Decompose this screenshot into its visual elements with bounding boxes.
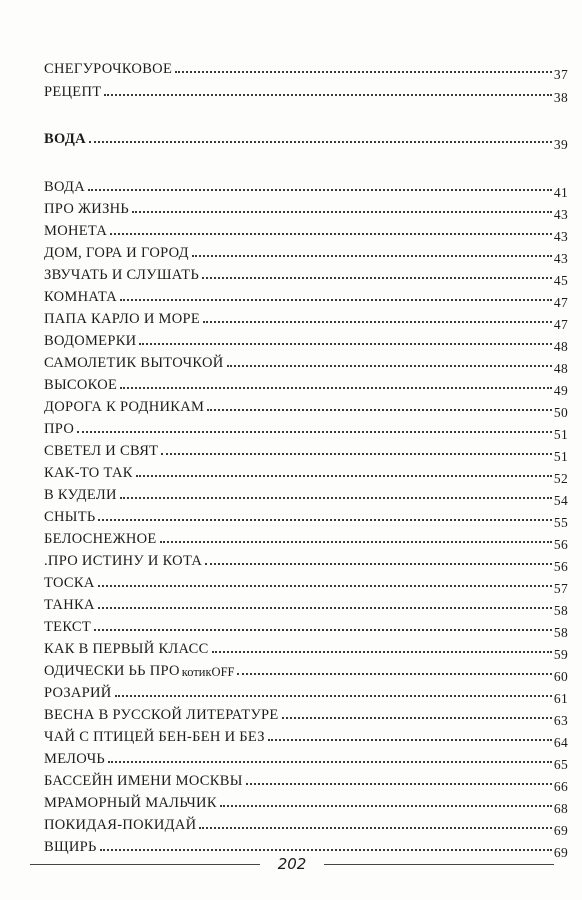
toc-dot-leader (246, 782, 552, 785)
toc-entry-title: ВОДА (44, 179, 85, 195)
toc-dot-leader (237, 672, 551, 675)
toc-dot-leader (115, 694, 552, 697)
toc-dot-leader (98, 518, 551, 521)
toc-dot-leader (205, 562, 552, 565)
toc-entry-page: 47 (553, 317, 568, 332)
toc-dot-leader (282, 716, 552, 719)
toc-entry (44, 240, 568, 266)
toc-entry (44, 438, 568, 464)
toc-entry-page: 65 (553, 757, 568, 772)
toc-entry-title: ТЕКСТ (44, 619, 92, 635)
toc-entry (44, 614, 568, 640)
toc-entry (44, 306, 568, 332)
toc-dot-leader (120, 386, 552, 389)
toc-entry-title: СНЫТЬ (44, 509, 96, 525)
toc-dot-leader (132, 210, 552, 213)
toc-entry-title: ДОМ, ГОРА И ГОРОД (44, 245, 189, 261)
toc-entry (44, 570, 568, 596)
toc-dot-leader (160, 540, 552, 543)
toc-entry (44, 680, 568, 706)
toc-entry (44, 790, 568, 816)
toc-entry-title: САМОЛЕТИК ВЫТОЧКОЙ (44, 355, 224, 371)
toc-entry-title: ВОДА (44, 131, 86, 147)
toc-entry (44, 746, 568, 772)
toc-entry-page: 61 (553, 691, 568, 706)
toc-entry-page: 48 (553, 361, 568, 376)
page-number: 202 (277, 855, 307, 873)
toc-entry-page: 47 (553, 295, 568, 310)
toc-entry-page: 45 (553, 273, 568, 288)
toc-entry-title: ТАНКА (44, 597, 95, 613)
toc-dot-leader (94, 628, 552, 631)
toc-entry-page: 58 (553, 625, 568, 640)
toc-entry-title: ЧАЙ С ПТИЦЕЙ БЕН-БЕН И БЕЗ (44, 729, 265, 745)
toc-section-entry (44, 126, 568, 152)
toc-entry-title: ПОКИДАЯ-ПОКИДАЙ (44, 817, 197, 833)
toc-entry-page: 69 (553, 823, 568, 838)
toc-dot-leader (199, 826, 552, 829)
toc-entry-page: 66 (553, 779, 568, 794)
toc-entry (44, 812, 568, 838)
toc-entry-title: ВОДОМЕРКИ (44, 333, 137, 349)
toc-entry-page: 55 (553, 515, 568, 530)
toc-entry (44, 548, 568, 574)
toc-dot-leader (98, 584, 552, 587)
toc-entry-title: МРАМОРНЫЙ МАЛЬЧИК (44, 795, 217, 811)
toc-dot-leader (98, 606, 552, 609)
toc-entry (44, 262, 568, 288)
toc-entry-page: 69 (553, 845, 568, 860)
toc-entry (44, 768, 568, 794)
toc-entry-page: 39 (553, 137, 568, 152)
page-footer (30, 852, 554, 876)
toc-entry-page: 41 (553, 185, 568, 200)
toc-dot-leader (139, 342, 551, 345)
toc-entry (44, 79, 568, 105)
toc-entry-title: ЗВУЧАТЬ И СЛУШАТЬ (44, 267, 200, 283)
toc-entry-title: КОМНАТА (44, 289, 118, 305)
toc-entry (44, 394, 568, 420)
toc-entry (44, 504, 568, 530)
toc-entry-title: СВЕТЕЛ И СВЯТ (44, 443, 159, 459)
toc-dot-leader (120, 298, 552, 301)
toc-dot-leader (104, 93, 552, 96)
toc-entry-title: .ПРО ИСТИНУ И КОТА (44, 553, 203, 569)
toc-entry (44, 724, 568, 750)
toc-entry-page: 64 (553, 735, 568, 750)
toc-dot-leader (220, 804, 552, 807)
toc-entry (44, 328, 568, 354)
toc-entry-page: 56 (553, 559, 568, 574)
toc-entry-page: 51 (553, 427, 568, 442)
toc-entry-title: ДОРОГА К РОДНИКАМ (44, 399, 205, 415)
toc-dot-leader (88, 188, 552, 191)
toc-entry-title: БАССЕЙН ИМЕНИ МОСКВЫ (44, 773, 243, 789)
toc-entry-page: 48 (553, 339, 568, 354)
toc-entry-page: 43 (553, 229, 568, 244)
toc-entry (44, 218, 568, 244)
toc-entry (44, 416, 568, 442)
toc-entry-page: 38 (553, 90, 568, 105)
toc-entry-page: 68 (553, 801, 568, 816)
toc-dot-leader (203, 320, 552, 323)
toc-entry-title: ПАПА КАРЛО И МОРЕ (44, 311, 201, 327)
footer-rule-left (30, 864, 260, 865)
toc-entry-page: 49 (553, 383, 568, 398)
toc-entry-page: 59 (553, 647, 568, 662)
toc-dot-leader (77, 430, 552, 433)
toc-dot-leader (100, 848, 552, 851)
toc-entry-title: МОНЕТА (44, 223, 108, 239)
toc-dot-leader (268, 738, 552, 741)
toc-entry-page: 51 (553, 449, 568, 464)
toc-dot-leader (89, 140, 552, 143)
toc-dot-leader (108, 760, 552, 763)
toc-entry-title: ПРО (44, 421, 75, 437)
toc-entry-page: 63 (553, 713, 568, 728)
toc-entry-page: 52 (553, 471, 568, 486)
toc-entry (44, 526, 568, 552)
toc-entry-title: СНЕГУРОЧКОВОЕ (44, 61, 173, 77)
toc-entry (44, 372, 568, 398)
toc-entry (44, 56, 568, 82)
toc-entry-title: ВЕСНА В РУССКОЙ ЛИТЕРАТУРЕ (44, 707, 279, 723)
toc-entry-page: 56 (553, 537, 568, 552)
toc-entry-page: 58 (553, 603, 568, 618)
toc-entry (44, 196, 568, 222)
toc-dot-leader (120, 496, 552, 499)
toc-dot-leader (192, 254, 552, 257)
toc-entry-page: 60 (553, 669, 568, 684)
toc-dot-leader (161, 452, 552, 455)
toc-entry (44, 636, 568, 662)
toc-dot-leader (175, 70, 552, 73)
toc-entry (44, 174, 568, 200)
toc-entry (44, 482, 568, 508)
footer-rule-right (324, 864, 554, 865)
toc-dot-leader (207, 408, 552, 411)
toc-entry-page: 43 (553, 207, 568, 222)
toc-entry (44, 460, 568, 486)
toc-entry (44, 658, 568, 684)
toc-entry-title: КАК В ПЕРВЫЙ КЛАСС (44, 641, 209, 657)
toc-entry-title: РОЗАРИЙ (44, 685, 112, 701)
toc-entry-title: ОДИЧЕСКИ ЬЬ ПРО (44, 663, 180, 679)
toc-dot-leader (110, 232, 552, 235)
toc-entry-title: РЕЦЕПТ (44, 84, 102, 100)
toc-dot-leader (227, 364, 552, 367)
toc-entry-title: КАК-ТО ТАК (44, 465, 133, 481)
toc-entry (44, 284, 568, 310)
toc-entry (44, 592, 568, 618)
toc-entry-title: МЕЛОЧЬ (44, 751, 106, 767)
toc-entry-title: ВЩИРЬ (44, 839, 97, 855)
toc-entry-page: 57 (553, 581, 568, 596)
toc-dot-leader (202, 276, 552, 279)
toc-entry (44, 702, 568, 728)
toc-entry-title: ВЫСОКОЕ (44, 377, 118, 393)
toc-entry-page: 50 (553, 405, 568, 420)
toc-entry-page: 43 (553, 251, 568, 266)
toc-dot-leader (136, 474, 552, 477)
toc-entry-title: В КУДЕЛИ (44, 487, 117, 503)
toc-entry-title-extra: котикOFF (181, 665, 235, 679)
toc-entry (44, 350, 568, 376)
toc-entry-page: 37 (553, 67, 568, 82)
toc-dot-leader (212, 650, 552, 653)
toc-entry-page: 54 (553, 493, 568, 508)
toc-entry-title: ПРО ЖИЗНЬ (44, 201, 130, 217)
toc-entry-title: БЕЛОСНЕЖНОЕ (44, 531, 157, 547)
toc-entry-title: ТОСКА (44, 575, 95, 591)
